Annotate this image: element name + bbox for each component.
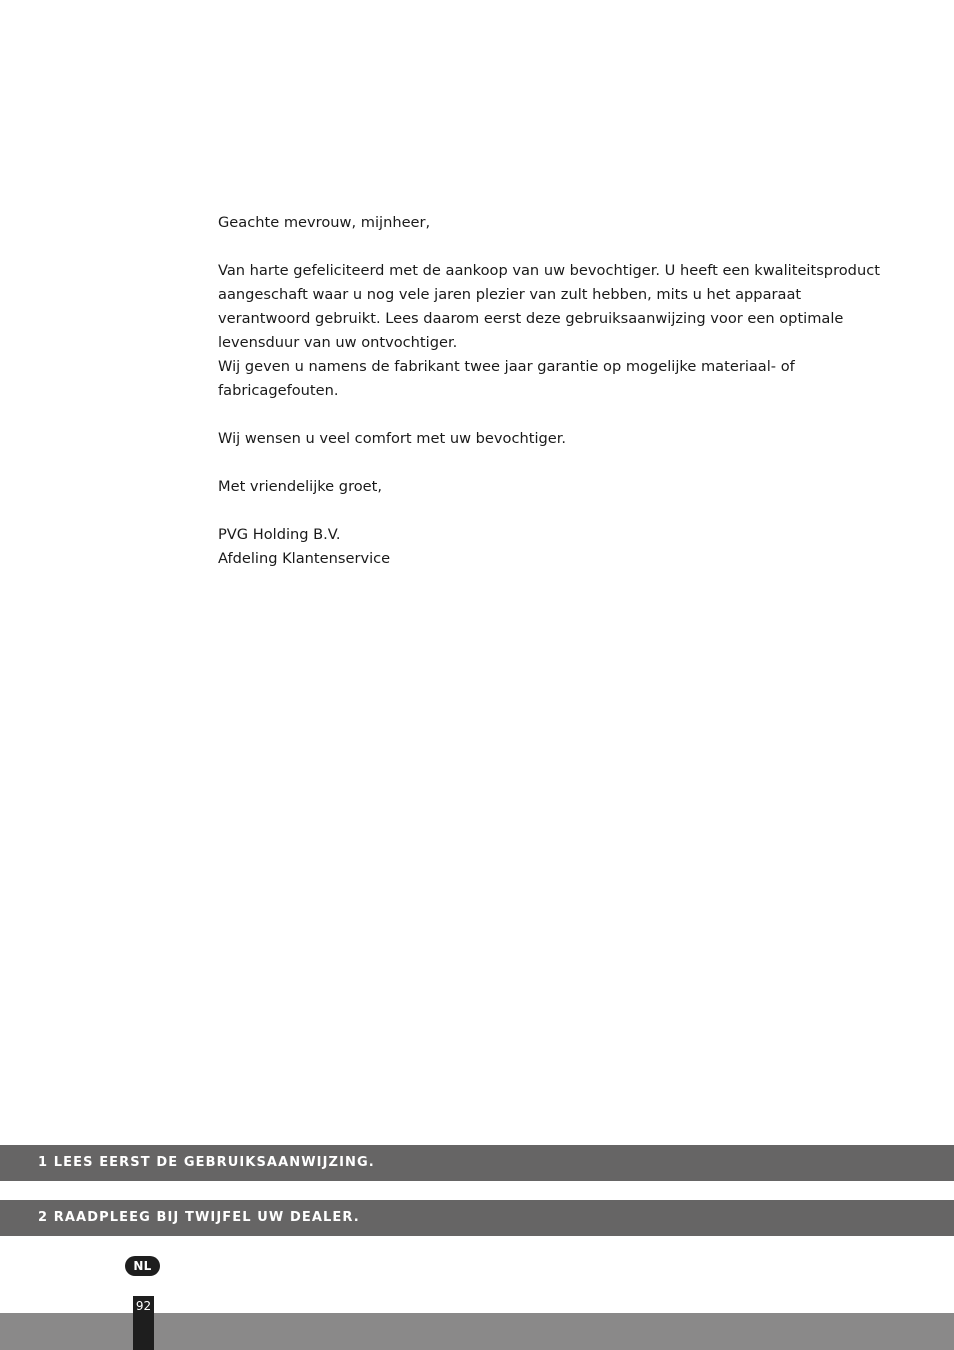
salutation-text: Geachte mevrouw, mijnheer, (218, 214, 431, 231)
closing (218, 475, 908, 499)
intro-line: aangeschaft waar u nog vele jaren plezier van zult hebben, mits u het apparaat (218, 286, 802, 303)
wish-text: Wij wensen u veel comfort met uw bevochtiger. (218, 430, 567, 447)
page-number: 92 (133, 1296, 154, 1350)
salutation (218, 211, 908, 235)
letter-body (218, 211, 908, 595)
intro-line: Wij geven u namens de fabrikant twee jaar garantie op mogelijke materiaal- of (218, 358, 795, 375)
instruction-banner-consult-dealer: 2 RAADPLEEG BIJ TWIJFEL UW DEALER. (0, 1200, 954, 1236)
intro-line: Van harte gefeliciteerd met de aankoop van uw bevochtiger. U heeft een kwaliteitsproduct (218, 262, 880, 279)
wish-paragraph (218, 427, 908, 451)
intro-line: verantwoord gebruikt. Lees daarom eerst deze gebruiksaanwijzing voor een optimale (218, 310, 844, 327)
signature-company: PVG Holding B.V. (218, 526, 341, 543)
signature (218, 523, 908, 571)
language-badge: NL (125, 1256, 160, 1276)
intro-paragraph (218, 259, 908, 403)
instruction-banner-read-manual: 1 LEES EERST DE GEBRUIKSAANWIJZING. (0, 1145, 954, 1181)
closing-text: Met vriendelijke groet, (218, 478, 383, 495)
signature-department: Afdeling Klantenservice (218, 550, 391, 567)
intro-line: fabricagefouten. (218, 382, 339, 399)
intro-line: levensduur van uw ontvochtiger. (218, 334, 458, 351)
